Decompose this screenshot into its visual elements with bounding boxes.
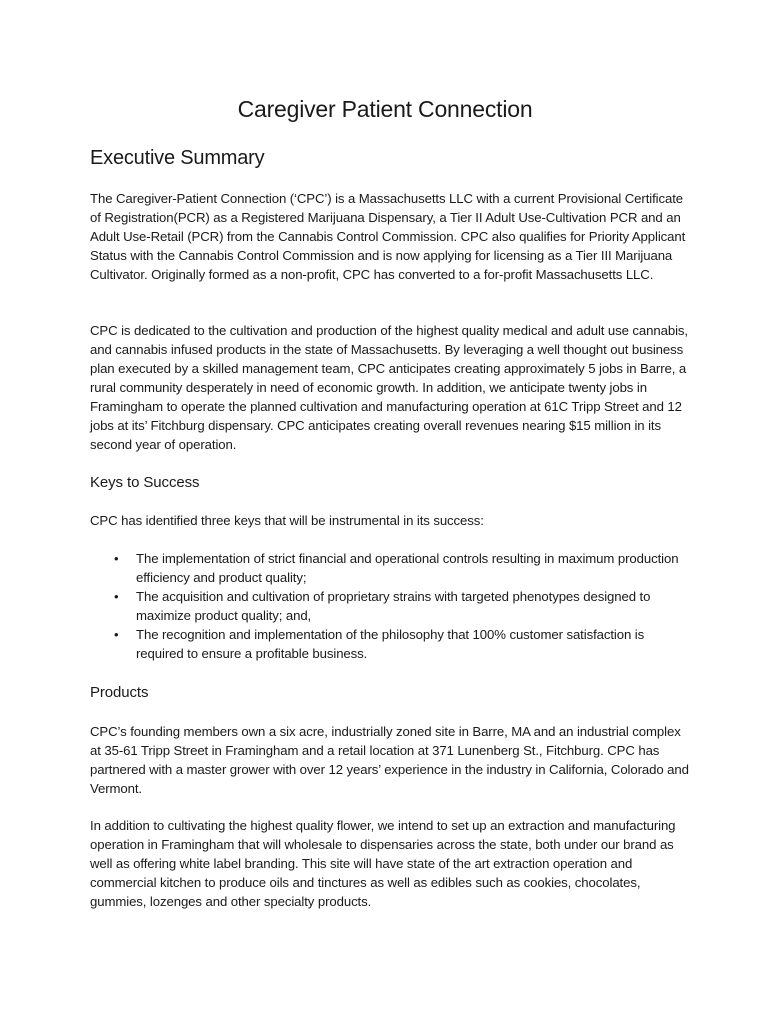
list-item-text: The acquisition and cultivation of proprietary strains with targeted phenotypes designed to maximize product quality; and, [136, 589, 651, 623]
list-item-text: The recognition and implementation of the philosophy that 100% customer satisfaction is required to ensure a profitable business. [136, 627, 645, 661]
keys-to-success-list [90, 549, 690, 663]
bullet-icon: • [114, 627, 119, 642]
executive-summary-heading: Executive Summary [90, 147, 265, 169]
executive-summary-paragraph-2: CPC is dedicated to the cultivation and production of the highest quality medical and adult use cannabis, and cannabis infused products in the state of Massachusetts. By leveraging a well thought out business plan executed by a skilled management team, CPC anticipates creating approximately 5 jobs in Barre, a rural community desperately in need of economic growth. In addition, we anticipate twenty jobs in Framingham to operate the planned cultivation and manufacturing operation at 61C Tripp Street and 12 jobs at its’ Fitchburg dispensary. CPC anticipates creating overall revenues nearing $15 million in its second year of operation. [90, 323, 688, 452]
keys-to-success-intro: CPC has identified three keys that will be instrumental in its success: [90, 513, 484, 528]
products-paragraph-2: In addition to cultivating the highest quality flower, we intend to set up an extraction and manufacturing operation in Framingham that will wholesale to dispensaries across the state, both under our brand as well as offering white label branding. This site will have state of the art extraction operation and commercial kitchen to produce oils and tinctures as well as edibles such as cookies, chocolates, gummies, lozenges and other specialty products. [90, 818, 676, 909]
list-item [90, 587, 690, 625]
products-heading: Products [90, 684, 149, 701]
list-item-text: The implementation of strict financial and operational controls resulting in maximum production efficiency and product quality; [136, 551, 679, 585]
products-paragraph-1: CPC’s founding members own a six acre, industrially zoned site in Barre, MA and an industrial complex at 35-61 Tripp Street in Framingham and a retail location at 371 Lunenberg St., Fitchburg. CPC has partnered with a master grower with over 12 years’ experience in the industry in California, Colorado and Vermont. [90, 724, 689, 796]
keys-to-success-heading: Keys to Success [90, 474, 200, 491]
list-item [90, 549, 690, 587]
document-title: Caregiver Patient Connection [237, 96, 533, 122]
executive-summary-paragraph-1: The Caregiver-Patient Connection (‘CPC’) is a Massachusetts LLC with a current Provisional Certificate of Registration(PCR) as a Registered Marijuana Dispensary, a Tier II Adult Use-Cultivation PCR and an Adult Use-Retail (PCR) from the Cannabis Control Commission. CPC also qualifies for Priority Applicant Status with the Cannabis Control Commission and is now applying for licensing as a Tier III Marijuana Cultivator. Originally formed as a non-profit, CPC has converted to a for-profit Massachusetts LLC. [90, 191, 686, 282]
list-item [90, 625, 690, 663]
bullet-icon: • [114, 589, 119, 604]
bullet-icon: • [114, 551, 119, 566]
